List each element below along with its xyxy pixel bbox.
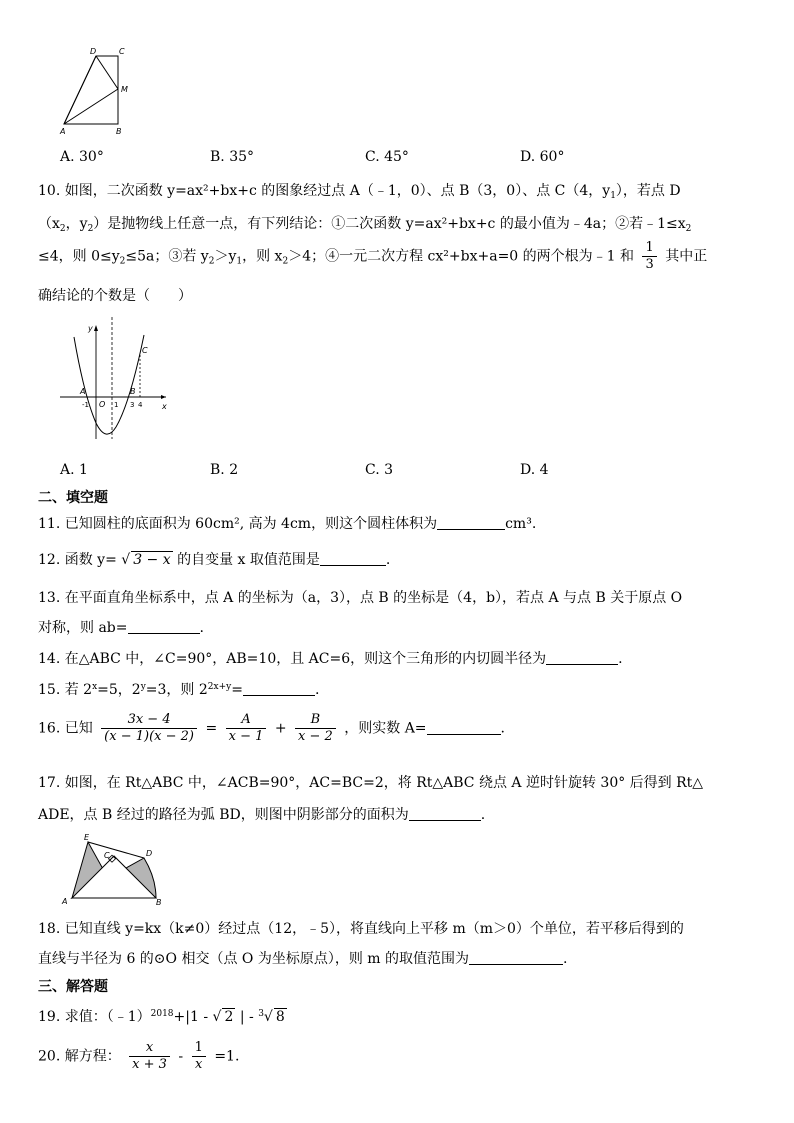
q13-line1: 13. 在平面直角坐标系中，点 A 的坐标为（a，3），点 B 的坐标是（4，b），若点 A 与点 B 关于原点 O — [38, 590, 683, 606]
q18-line1: 18. 已知直线 y=kx（k≠0）经过点（12，﹣5），将直线向上平移 m（m＞0）个单位，若平移后得到的 — [38, 921, 684, 937]
q10-label-c: C — [142, 346, 148, 355]
q16-text: ，则实数 A= — [344, 720, 427, 737]
q15-text: = — [231, 682, 243, 698]
q17-label-c: C — [104, 851, 110, 860]
q16-text: 16. 已知 — [38, 720, 93, 737]
q10-sub: 1 — [236, 256, 243, 267]
q10-option-b: B. 2 — [210, 462, 239, 478]
q10-line2 — [38, 213, 691, 234]
q9-option-b: B. 35° — [210, 149, 255, 165]
q19 — [38, 1006, 287, 1026]
q16-fraction-1 — [101, 712, 197, 745]
q10-sub: 2 — [119, 256, 126, 267]
q9-option-a: A. 30° — [60, 149, 104, 165]
q10-text: 其中正 — [665, 248, 708, 265]
q18-line2 — [38, 948, 567, 968]
q17-line1: 17. 如图，在 Rt△ABC 中，∠ACB=90°，AC=BC=2，将 Rt△ABC 绕点 A 逆时针旋转 30° 后得到 Rt△ — [38, 775, 704, 791]
q10-line1-end: ），若点 D — [615, 183, 681, 199]
q17-label-a: A — [62, 897, 68, 906]
q17-label-d: D — [146, 849, 153, 858]
q19-text: 19. 求值：（﹣1） — [38, 1009, 151, 1025]
q15 — [38, 679, 319, 699]
q11-blank[interactable] — [437, 515, 505, 530]
q12-blank[interactable] — [320, 551, 386, 566]
q10-frac-den: 3 — [645, 257, 654, 272]
q18-blank[interactable] — [469, 950, 563, 965]
q16-plus: + — [274, 720, 287, 737]
q13-blank[interactable] — [128, 619, 200, 634]
q15-text: =5，2 — [97, 682, 141, 698]
q9-label-d: D — [90, 47, 97, 56]
q12 — [38, 549, 390, 569]
q10-label-x: x — [162, 402, 167, 411]
q10-text: ＞4；④一元二次方程 cx²+bx+a=0 的两个根为﹣1 和 — [288, 248, 635, 265]
q16-end: . — [500, 720, 505, 737]
q19-text: | - — [239, 1009, 254, 1025]
q15-exp: 2x+y — [207, 682, 232, 692]
q11-unit: cm³. — [505, 516, 537, 532]
q20 — [38, 1040, 239, 1073]
q10-label-a: A — [80, 387, 86, 396]
q10-text: ≤5a；③若 y — [125, 248, 209, 265]
q19-cube-index: 3 — [258, 1009, 264, 1019]
q19-radicand: 2 — [224, 1009, 234, 1025]
q20-text: 20. 解方程： — [38, 1048, 121, 1065]
q9-label-c: C — [119, 47, 125, 56]
q9-option-c: C. 45° — [365, 149, 409, 165]
q20-frac-den: x — [195, 1057, 203, 1072]
q14-end: . — [618, 651, 623, 667]
q17-end: . — [480, 807, 486, 823]
q16-blank[interactable] — [427, 720, 501, 735]
q17-label-e: E — [84, 833, 90, 842]
q10-sub: 1 — [610, 191, 616, 201]
q12-end: . — [385, 552, 391, 568]
q20-text: =1. — [214, 1048, 240, 1065]
q14 — [38, 648, 623, 668]
q10-text: ＞y — [214, 248, 237, 265]
q10-line1-text: 10. 如图，二次函数 y=ax²+bx+c 的图象经过点 A（﹣1，0）、点 B（3，0）、点 C（4，y — [38, 183, 611, 199]
q16-eq: = — [205, 720, 218, 737]
q16-frac-den: x − 1 — [228, 729, 264, 744]
q15-text: 15. 若 2 — [38, 682, 93, 698]
q17-label-b: B — [156, 898, 162, 906]
q15-blank[interactable] — [243, 681, 315, 696]
q12-text: 的自变量 x 取值范围是 — [177, 552, 320, 568]
q19-cube-root: $^3$√ 8 — [258, 1009, 285, 1025]
q20-frac-den: x + 3 — [132, 1057, 167, 1072]
q19-text: +|1 - — [173, 1009, 209, 1025]
q9-option-d: D. 60° — [520, 149, 565, 165]
q20-frac-num: 1 — [192, 1040, 206, 1057]
q15-text: =3，则 2 — [145, 682, 208, 698]
q16-frac-den: x − 2 — [298, 729, 333, 744]
q10-label-o: O — [99, 400, 106, 409]
q10-option-d: D. 4 — [520, 462, 549, 478]
q16-frac-num: B — [295, 712, 336, 729]
q10-sub: 2 — [59, 224, 66, 234]
q10-tick-1: 1 — [114, 401, 119, 409]
q10-text: ，则 x — [242, 248, 283, 265]
q17-line2 — [38, 804, 485, 824]
q10-label-b: B — [130, 387, 136, 396]
q10-sub: 2 — [87, 224, 94, 234]
q20-fraction-1 — [129, 1040, 170, 1073]
q16-fraction-2 — [226, 712, 267, 745]
q15-exp: y — [140, 682, 146, 692]
q10-text: （x — [38, 216, 60, 232]
q10-text: ，y — [65, 216, 88, 232]
q9-label-m: M — [121, 85, 128, 94]
q16-fraction-3 — [295, 712, 336, 745]
q14-text: 14. 在△ABC 中，∠C=90°，AB=10，且 AC=6，则这个三角形的内切圆半径为 — [38, 651, 547, 667]
q10-text: ）是抛物线上任意一点，有下列结论：①二次函数 y=ax²+bx+c 的最小值为﹣4a；②若﹣1≤x — [93, 216, 686, 232]
q9-label-a: A — [60, 127, 66, 136]
q18-end: . — [563, 951, 568, 967]
q10-text: ≤4，则 0≤y — [38, 248, 120, 265]
q19-sqrt: √ 2 — [212, 1009, 234, 1025]
q10-frac-num: 1 — [642, 240, 656, 257]
q10-tick-4: 4 — [138, 401, 143, 409]
q11 — [38, 513, 536, 533]
q10-line1 — [38, 180, 681, 201]
q17-figure — [60, 830, 170, 906]
q10-option-a: A. 1 — [60, 462, 88, 478]
q10-sub: 2 — [282, 256, 289, 267]
q13-text: 对称，则 ab= — [38, 620, 128, 636]
q16 — [38, 712, 505, 745]
q10-fraction — [642, 240, 656, 273]
q12-radicand: 3 − x — [133, 552, 171, 568]
q13-line2 — [38, 617, 204, 637]
q16-frac-num: A — [226, 712, 267, 729]
q10-tick-m1: -1 — [82, 401, 89, 409]
q10-figure — [58, 315, 173, 440]
section-answer-title: 三、解答题 — [38, 979, 108, 995]
q11-text: 11. 已知圆柱的底面积为 60cm², 高为 4cm，则这个圆柱体积为 — [38, 516, 438, 532]
q20-frac-num: x — [129, 1040, 170, 1057]
q19-exp: 2018 — [150, 1009, 174, 1019]
q14-blank[interactable] — [546, 650, 618, 665]
q10-option-c: C. 3 — [365, 462, 394, 478]
q10-line3 — [38, 240, 707, 273]
q16-frac-num: 3x − 4 — [101, 712, 197, 729]
q13-end: . — [199, 620, 204, 636]
q12-sqrt: √ 3 − x — [121, 552, 171, 568]
q10-tick-3: 3 — [130, 401, 135, 409]
q12-text: 12. 函数 y= — [38, 552, 117, 568]
q10-sub: 2 — [685, 224, 692, 234]
q20-minus: - — [178, 1048, 184, 1065]
q10-label-y: y — [88, 324, 93, 333]
q9-label-b: B — [116, 127, 122, 136]
q19-cube-radicand: 8 — [275, 1009, 285, 1025]
q17-text: ADE，点 B 经过的路径为弧 BD，则图中阴影部分的面积为 — [38, 807, 409, 823]
q17-blank[interactable] — [409, 806, 481, 821]
section-fill-in-title: 二、填空题 — [38, 490, 108, 506]
q16-frac-den: (x − 1)(x − 2) — [104, 729, 194, 744]
q10-line4: 确结论的个数是（ ） — [38, 288, 192, 304]
q20-fraction-2 — [192, 1040, 206, 1073]
q9-figure — [58, 44, 138, 136]
q18-text: 直线与半径为 6 的⊙O 相交（点 O 为坐标原点），则 m 的取值范围为 — [38, 951, 470, 967]
q15-end: . — [314, 682, 320, 698]
q10-sub: 2 — [208, 256, 215, 267]
q15-exp: x — [92, 682, 98, 692]
